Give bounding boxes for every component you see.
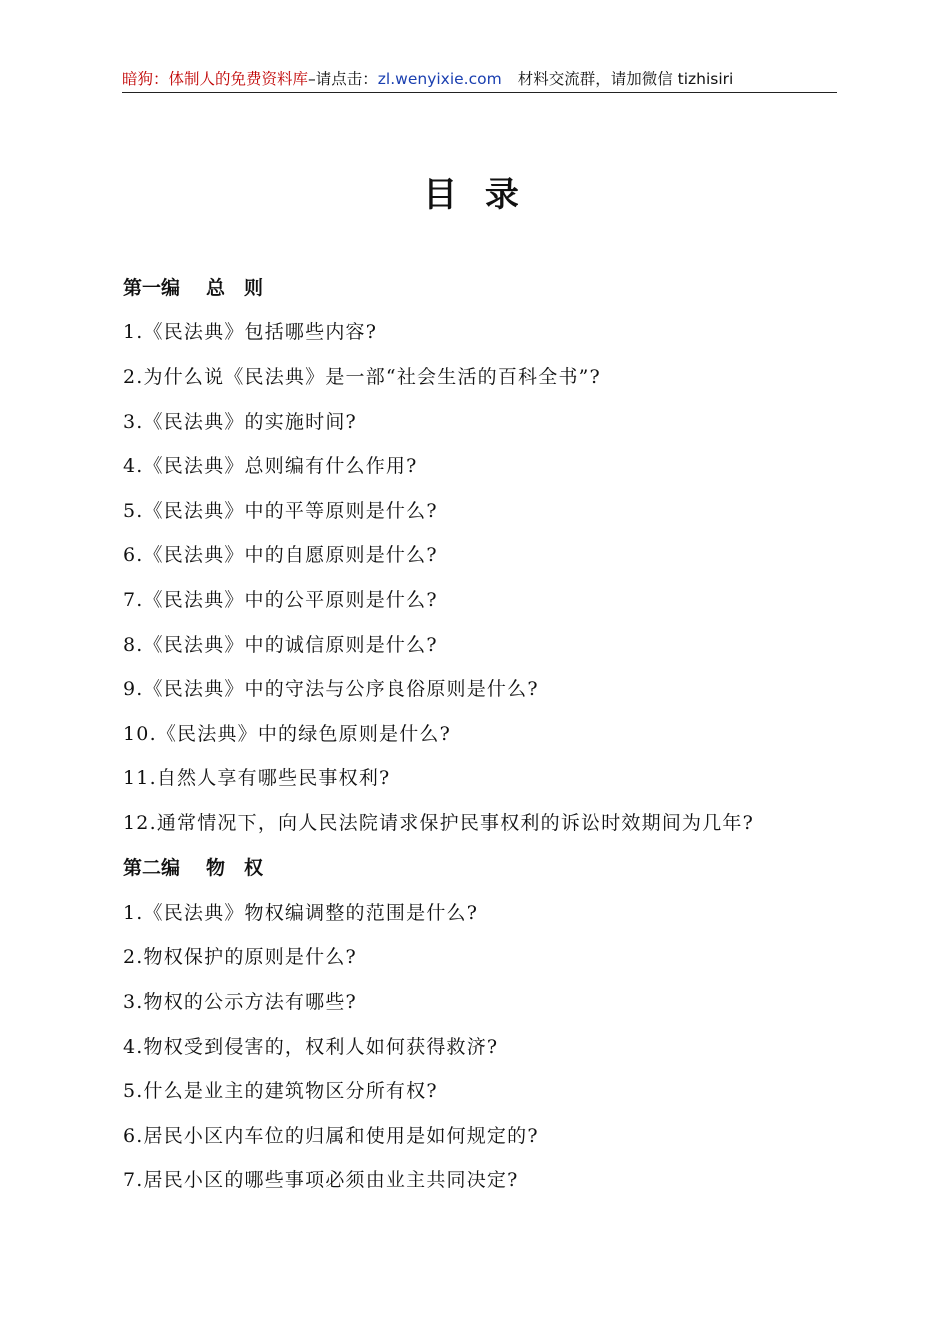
toc-item[interactable]: 2.为什么说《民法典》是一部“社会生活的百科全书”? — [123, 366, 601, 388]
toc-item[interactable]: 10.《民法典》中的绿色原则是什么? — [123, 723, 452, 745]
toc-item[interactable]: 6.居民小区内车位的归属和使用是如何规定的? — [123, 1125, 539, 1147]
toc-item[interactable]: 9.《民法典》中的守法与公序良俗原则是什么? — [123, 678, 539, 700]
toc-item[interactable]: 5.什么是业主的建筑物区分所有权? — [123, 1080, 438, 1102]
header-wechat-note: 材料交流群，请加微信 tizhisiri — [517, 70, 734, 88]
header-click-prompt: –请点击： — [308, 70, 378, 88]
toc-item[interactable]: 8.《民法典》中的诚信原则是什么? — [123, 634, 438, 656]
toc-item[interactable]: 3.物权的公示方法有哪些? — [123, 991, 357, 1013]
section-heading-property: 第二编 物 权 — [123, 857, 264, 879]
page-title: 目 录 — [423, 175, 527, 215]
header-site-name: 暗狗：体制人的免费资料库 — [122, 70, 309, 88]
toc-item[interactable]: 1.《民法典》包括哪些内容? — [123, 321, 378, 343]
page-header — [122, 66, 837, 93]
toc-item[interactable]: 1.《民法典》物权编调整的范围是什么? — [123, 902, 479, 924]
toc-item[interactable]: 2.物权保护的原则是什么? — [123, 946, 357, 968]
section-heading-general: 第一编 总 则 — [123, 277, 264, 299]
toc-item[interactable]: 4.《民法典》总则编有什么作用? — [123, 455, 418, 477]
toc-item[interactable]: 7.《民法典》中的公平原则是什么? — [123, 589, 438, 611]
toc-item[interactable]: 3.《民法典》的实施时间? — [123, 411, 357, 433]
toc-item[interactable]: 6.《民法典》中的自愿原则是什么? — [123, 544, 438, 566]
toc-item[interactable]: 4.物权受到侵害的，权利人如何获得救济? — [123, 1036, 499, 1058]
toc-item[interactable]: 7.居民小区的哪些事项必须由业主共同决定? — [123, 1169, 519, 1191]
header-url-link[interactable]: zl.wenyixie.com — [377, 70, 502, 88]
toc-item[interactable]: 5.《民法典》中的平等原则是什么? — [123, 500, 438, 522]
toc-item[interactable]: 12.通常情况下，向人民法院请求保护民事权利的诉讼时效期间为几年? — [123, 812, 755, 834]
toc-item[interactable]: 11.自然人享有哪些民事权利? — [123, 767, 391, 789]
